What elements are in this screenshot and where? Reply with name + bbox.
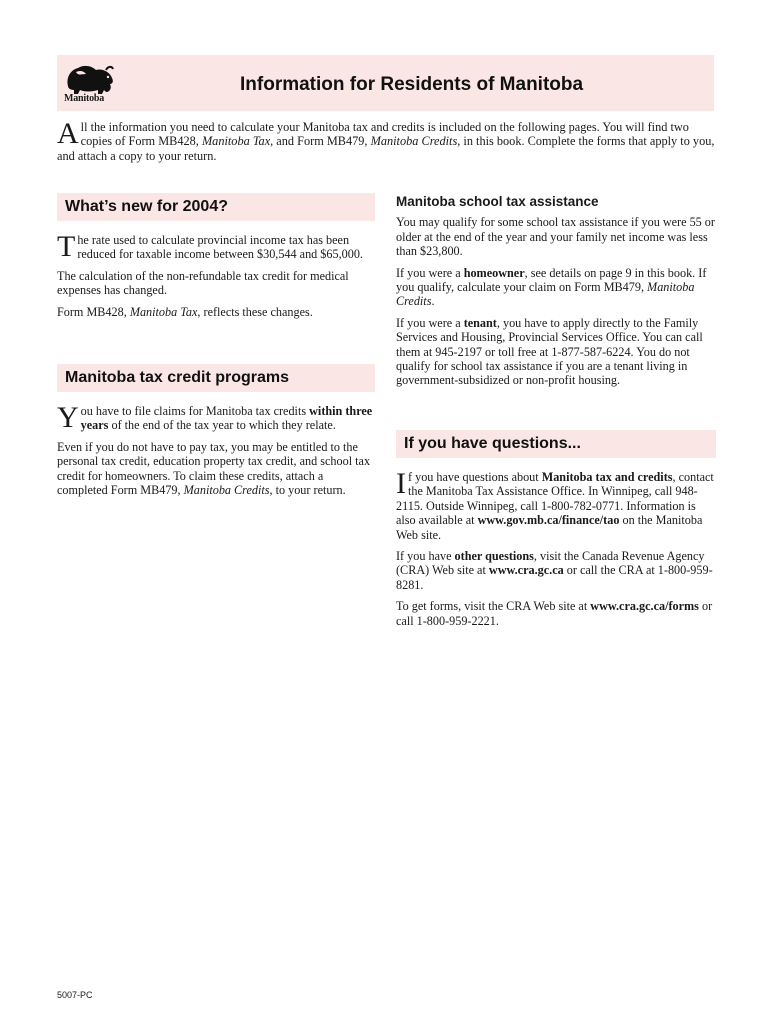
paragraph-text: he rate used to calculate provincial income tax has been reduced for taxable income between $30,544 and $65,000. [77, 233, 363, 262]
paragraph-text: or call 1-800-959-2221. [396, 599, 713, 628]
emphasis-text: within three years [80, 404, 373, 433]
intro-text: ll the information you need to calculate your Manitoba tax and credits is included on the following pages. You will find two copies of Form MB428, [80, 120, 689, 149]
school-tax-eligibility-paragraph: You may qualify for some school tax assistance if you were 55 or older at the end of the year and your family net income was less than $23,800. [396, 215, 715, 259]
dropcap: T [57, 230, 76, 263]
emphasis-text: homeowner [463, 265, 525, 280]
dropcap: Y [57, 401, 79, 434]
whats-new-form-paragraph [57, 305, 375, 319]
school-tax-heading: Manitoba school tax assistance [396, 194, 599, 209]
emphasis-text: tenant [463, 315, 497, 330]
questions-manitoba-paragraph [396, 467, 716, 542]
intro-text: , and Form MB479, [270, 134, 371, 149]
form-name: Manitoba Tax [129, 304, 198, 319]
intro-form-name: Manitoba Credits [370, 134, 458, 149]
paragraph-text: , you have to apply directly to the Family Services and Housing, Provincial Services Office. You can call them at 945-2197 or toll free at 1-877-587-6224. You do not qualify for school tax assistance if you are a tenant living in government-subsidized or non-profit housing. [396, 315, 703, 388]
paragraph-text: f you have questions about [408, 470, 542, 484]
school-tax-section [396, 195, 716, 395]
questions-section [396, 430, 716, 635]
paragraph-text: ou have to file claims for Manitoba tax credits [80, 404, 310, 418]
dropcap: I [396, 467, 406, 500]
paragraph-text: on the Manitoba Web site. [396, 513, 703, 542]
whats-new-rate-paragraph [57, 230, 375, 263]
whats-new-medical-paragraph: The calculation of the non-refundable tax credit for medical expenses has changed. [57, 268, 349, 298]
questions-heading: If you have questions... [396, 430, 716, 458]
form-name: Manitoba Credits [396, 280, 695, 309]
paragraph-text: If you were a [396, 265, 464, 280]
paragraph-text: . [431, 294, 435, 309]
form-name: Manitoba Credits [183, 483, 270, 498]
paragraph-text: , to your return. [269, 483, 346, 498]
page-title: Information for Residents of Manitoba [240, 74, 584, 95]
credit-programs-section [57, 364, 375, 504]
intro-dropcap: A [57, 117, 79, 150]
paragraph-text: , reflects these changes. [197, 304, 313, 319]
paragraph-text: To get forms, visit the CRA Web site at [396, 599, 591, 614]
emphasis-text: Manitoba tax and credits [541, 470, 673, 484]
paragraph-text: Even if you do not have to pay tax, you may be entitled to the personal tax credit, education property tax credit, and school tax credit for homeowners. To claim these credits, attach a completed Form MB479, [57, 439, 371, 498]
school-tax-homeowner-paragraph [396, 266, 716, 309]
whats-new-heading: What’s new for 2004? [57, 193, 375, 221]
emphasis-text: other questions [454, 549, 534, 564]
intro-text: , in this book. Complete the forms that apply to you, and attach a copy to your return. [57, 134, 715, 163]
paragraph-text: of the end of the tax year to which they relate. [108, 418, 336, 433]
paragraph-text: or call the CRA at 1-800-959-8281. [396, 563, 713, 592]
questions-forms-paragraph [396, 599, 716, 628]
intro-form-name: Manitoba Tax [201, 134, 271, 149]
paragraph-text: , visit the Canada Revenue Agency (CRA) Web site at [396, 549, 705, 578]
paragraph-text: , see details on page 9 in this book. If you qualify, calculate your claim on Form MB479, [396, 265, 707, 295]
credit-programs-heading: Manitoba tax credit programs [57, 364, 375, 392]
logo-label: Manitoba [64, 93, 105, 104]
paragraph-text: Form MB428, [57, 304, 130, 319]
form-code: 5007-PC [57, 990, 93, 1000]
web-address: www.gov.mb.ca/finance/tao [477, 513, 620, 528]
whats-new-section [57, 193, 375, 326]
web-address: www.cra.gc.ca/forms [590, 599, 699, 614]
paragraph-text: If you were a [396, 315, 464, 330]
web-address: www.cra.gc.ca [488, 563, 564, 578]
credit-programs-entitled-paragraph [57, 440, 375, 498]
questions-cra-paragraph [396, 549, 716, 592]
school-tax-tenant-paragraph [396, 316, 716, 388]
paragraph-text: If you have [396, 549, 455, 564]
paragraph-text: , contact the Manitoba Tax Assistance Office. In Winnipeg, call 948-2115. Outside Winnipeg, call 1-800-782-0771. Information is also available at [396, 470, 714, 528]
credit-programs-deadline-paragraph [57, 401, 375, 434]
intro-paragraph [57, 117, 717, 163]
